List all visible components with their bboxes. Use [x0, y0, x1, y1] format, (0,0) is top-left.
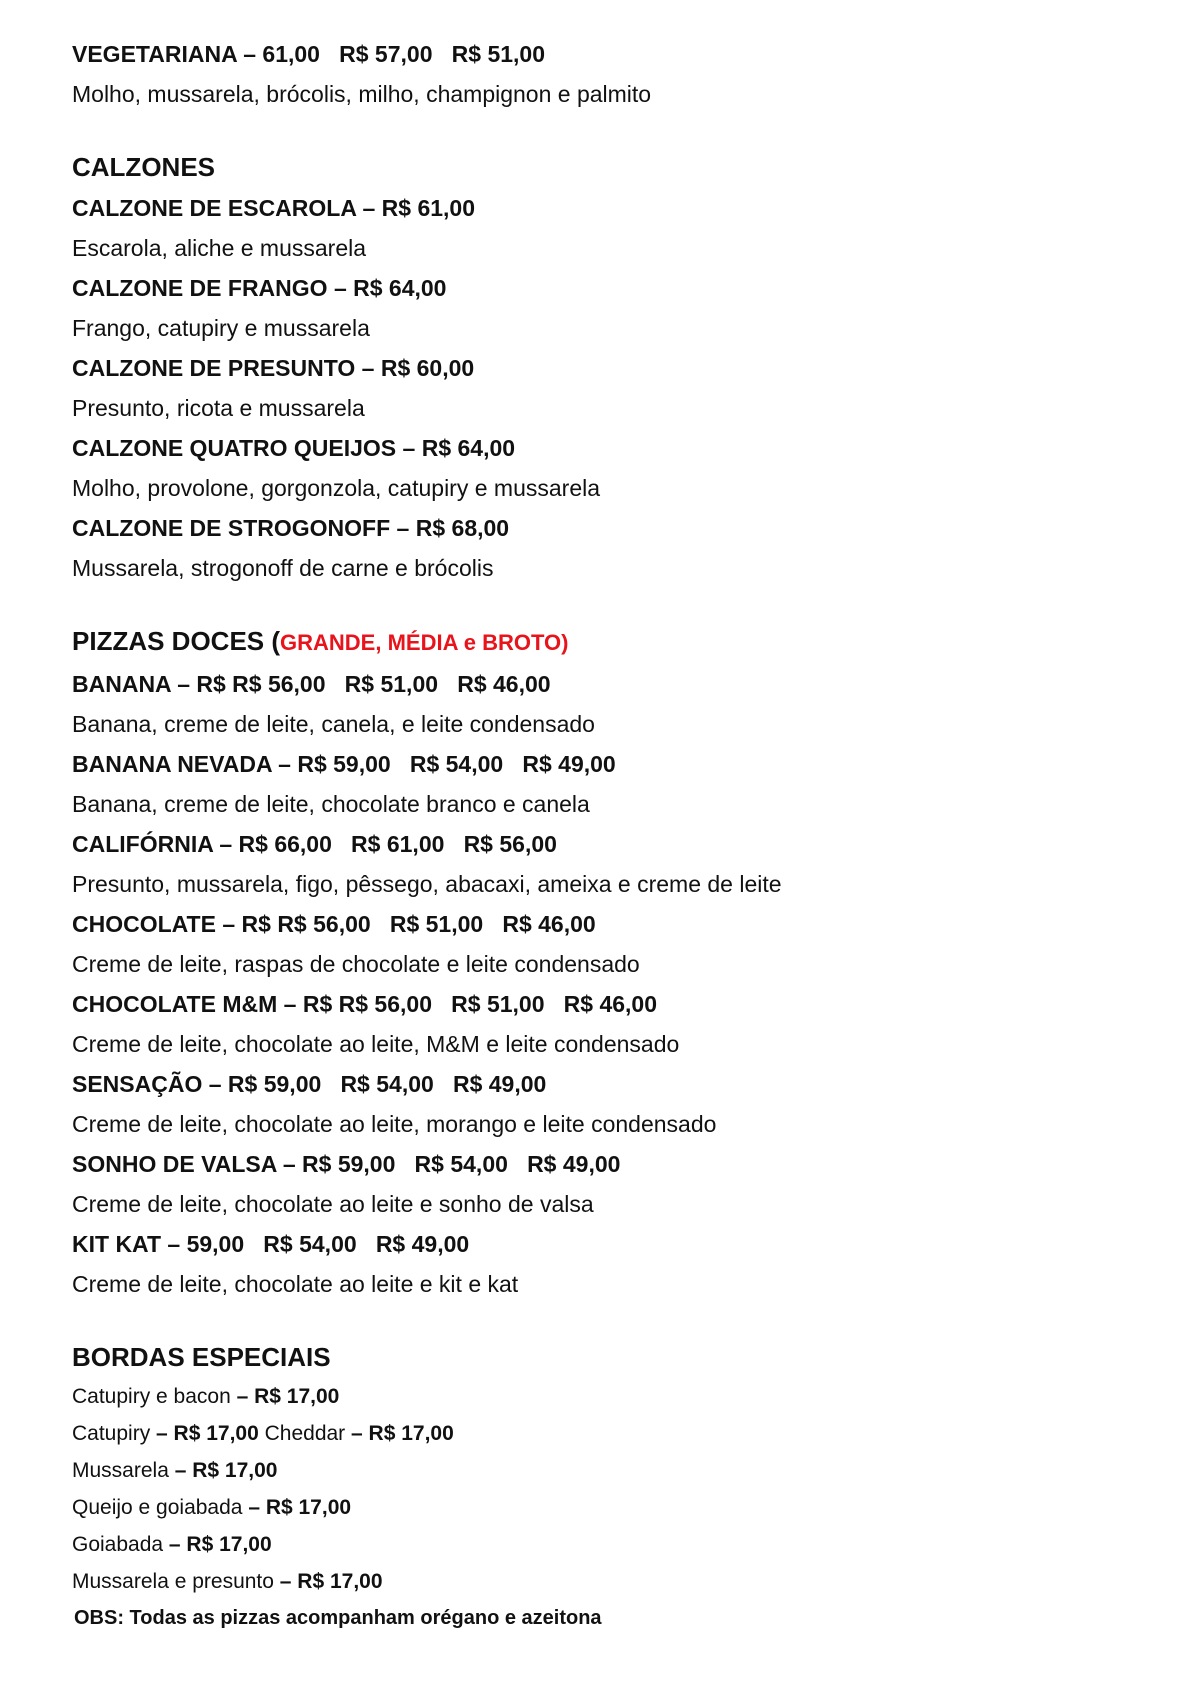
item-description: Escarola, aliche e mussarela — [72, 235, 367, 261]
border-price: – R$ 17,00 — [279, 1570, 383, 1593]
item-name: CALZONE DE STROGONOFF – R$ 68,00 — [72, 515, 510, 541]
item-name: CALZONE QUATRO QUEIJOS – R$ 64,00 — [72, 435, 516, 461]
section-bordas-especiais — [72, 1336, 1190, 1636]
border-price: – R$ 17,00 — [248, 1496, 352, 1519]
section-title-text: PIZZAS DOCES ( — [72, 626, 281, 656]
item-description: Creme de leite, raspas de chocolate e leite condensado — [72, 951, 640, 977]
item-name: CHOCOLATE M&M – R$ R$ 56,00 R$ 51,00 R$ 46,00 — [72, 991, 658, 1017]
item-description: Creme de leite, chocolate ao leite e kit e kat — [72, 1271, 519, 1297]
border-price: – R$ 17,00 — [156, 1422, 259, 1445]
border-price: – R$ 17,00 — [236, 1385, 340, 1408]
list-item — [72, 1378, 1190, 1415]
item-name: CALIFÓRNIA – R$ 66,00 R$ 61,00 R$ 56,00 — [72, 831, 557, 857]
section-title: BORDAS ESPECIAIS — [72, 1342, 331, 1372]
item-description: Creme de leite, chocolate ao leite e sonho de valsa — [72, 1191, 594, 1217]
item-name: BANANA NEVADA – R$ 59,00 R$ 54,00 R$ 49,00 — [72, 751, 616, 777]
border-price: – R$ 17,00 — [174, 1459, 278, 1482]
item-description: Banana, creme de leite, chocolate branco e canela — [72, 791, 590, 817]
border-price: – R$ 17,00 — [168, 1533, 272, 1556]
item-name: VEGETARIANA – 61,00 R$ 57,00 R$ 51,00 — [72, 41, 546, 67]
item-name: CALZONE DE PRESUNTO – R$ 60,00 — [72, 355, 475, 381]
item-description: Creme de leite, chocolate ao leite, morango e leite condensado — [72, 1111, 717, 1137]
list-item — [72, 1563, 1190, 1600]
item-description: Creme de leite, chocolate ao leite, M&M e leite condensado — [72, 1031, 680, 1057]
border-price: – R$ 17,00 — [351, 1422, 454, 1445]
item-name: KIT KAT – 59,00 R$ 54,00 R$ 49,00 — [72, 1231, 470, 1257]
item-name: CALZONE DE ESCAROLA – R$ 61,00 — [72, 195, 476, 221]
item-description: Molho, provolone, gorgonzola, catupiry e mussarela — [72, 475, 601, 501]
item-name: SONHO DE VALSA – R$ 59,00 R$ 54,00 R$ 49,00 — [72, 1151, 621, 1177]
item-description: Frango, catupiry e mussarela — [72, 315, 370, 341]
item-name: SENSAÇÃO – R$ 59,00 R$ 54,00 R$ 49,00 — [72, 1071, 547, 1097]
list-item — [72, 1489, 1190, 1526]
item-description: Mussarela, strogonoff de carne e brócolis — [72, 555, 494, 581]
border-label: Mussarela e presunto — [72, 1570, 280, 1593]
section-pizzas-doces — [72, 620, 1190, 1304]
border-label: Goiabada — [72, 1533, 169, 1556]
item-description: Banana, creme de leite, canela, e leite condensado — [72, 711, 595, 737]
item-name: BANANA – R$ R$ 56,00 R$ 51,00 R$ 46,00 — [72, 671, 551, 697]
border-label: Catupiry — [72, 1422, 157, 1445]
section-calzones — [72, 146, 1190, 588]
border-label: Catupiry e bacon — [72, 1385, 237, 1408]
size-note: GRANDE, MÉDIA e BROTO) — [280, 630, 569, 655]
item-description: Presunto, ricota e mussarela — [72, 395, 365, 421]
item-name: CHOCOLATE – R$ R$ 56,00 R$ 51,00 R$ 46,00 — [72, 911, 596, 937]
item-description: Presunto, mussarela, figo, pêssego, abacaxi, ameixa e creme de leite — [72, 871, 782, 897]
border-label: Cheddar — [258, 1422, 352, 1445]
border-label: Queijo e goiabada — [72, 1496, 249, 1519]
item-vegetariana — [72, 34, 1190, 114]
item-name: CALZONE DE FRANGO – R$ 64,00 — [72, 275, 447, 301]
section-title: CALZONES — [72, 152, 215, 182]
obs-note: OBS: Todas as pizzas acompanham orégano e azeitona — [74, 1607, 602, 1629]
section-title — [72, 620, 1190, 664]
list-item — [72, 1415, 1190, 1452]
border-label: Mussarela — [72, 1459, 175, 1482]
item-description: Molho, mussarela, brócolis, milho, champignon e palmito — [72, 81, 652, 107]
list-item — [72, 1452, 1190, 1489]
list-item — [72, 1526, 1190, 1563]
